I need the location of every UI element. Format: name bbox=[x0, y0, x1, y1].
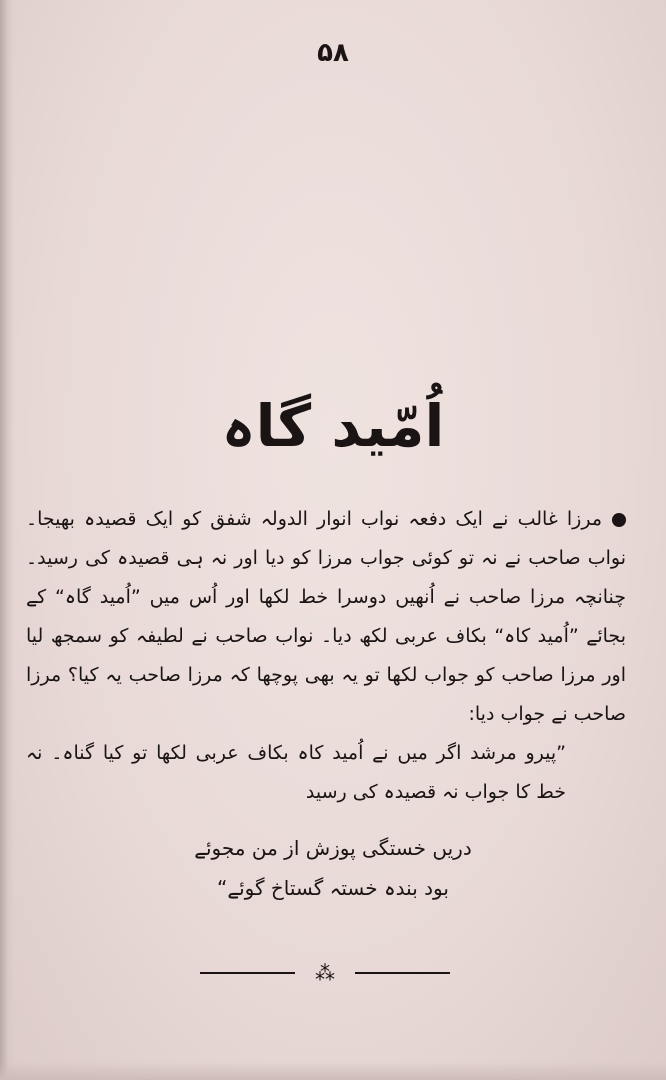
section-divider bbox=[200, 958, 450, 988]
page-binding-edge bbox=[0, 0, 14, 1080]
paragraph-2-text: ”پیرو مرشد اگر میں نے اُمید کاہ بکاف عربی لکھا تو کیا گناہ۔ نہ خط کا جواب نہ قصیدہ کی رسید bbox=[26, 742, 566, 803]
paragraph-1-text: مرزا غالب نے ایک دفعہ نواب انوار الدولہ شفق کو ایک قصیدہ بھیجا۔ نواب صاحب نے نہ تو کوئی جواب مرزا کو دیا اور نہ ہی قصیدہ کی رسید۔ چنانچہ مرزا صاحب نے اُنھیں دوسرا خط لکھا اور اُس میں ”اُمید گاہ“ کے بجائے ”اُمید کاہ“ بکاف عربی لکھ دیا۔ نواب صاحب نے لطیفہ کو سمجھ لیا اور مرزا صاحب کو جواب لکھا تو یہ بھی پوچھا کہ مرزا صاحب یہ کیا؟ مرزا صاحب نے جواب دیا: bbox=[26, 508, 626, 725]
divider-line-left bbox=[200, 972, 295, 974]
page-number: ۵۸ bbox=[317, 38, 349, 68]
paragraph-1 bbox=[26, 500, 626, 734]
page-bottom-edge bbox=[0, 1062, 666, 1080]
persian-couplet bbox=[0, 828, 666, 908]
divider-ornament-icon: ⁂ bbox=[315, 961, 335, 985]
couplet-line-2: بود بندہ خستہ گستاخ گوئے“ bbox=[217, 876, 449, 900]
divider-line-right bbox=[355, 972, 450, 974]
paragraph-2 bbox=[26, 734, 626, 812]
chapter-heading: اُمّید گاہ bbox=[221, 392, 445, 460]
bullet-icon bbox=[612, 513, 626, 527]
body-text bbox=[26, 500, 626, 812]
couplet-line-1: دریں خستگی پوزش از من مجوئے bbox=[194, 836, 472, 860]
